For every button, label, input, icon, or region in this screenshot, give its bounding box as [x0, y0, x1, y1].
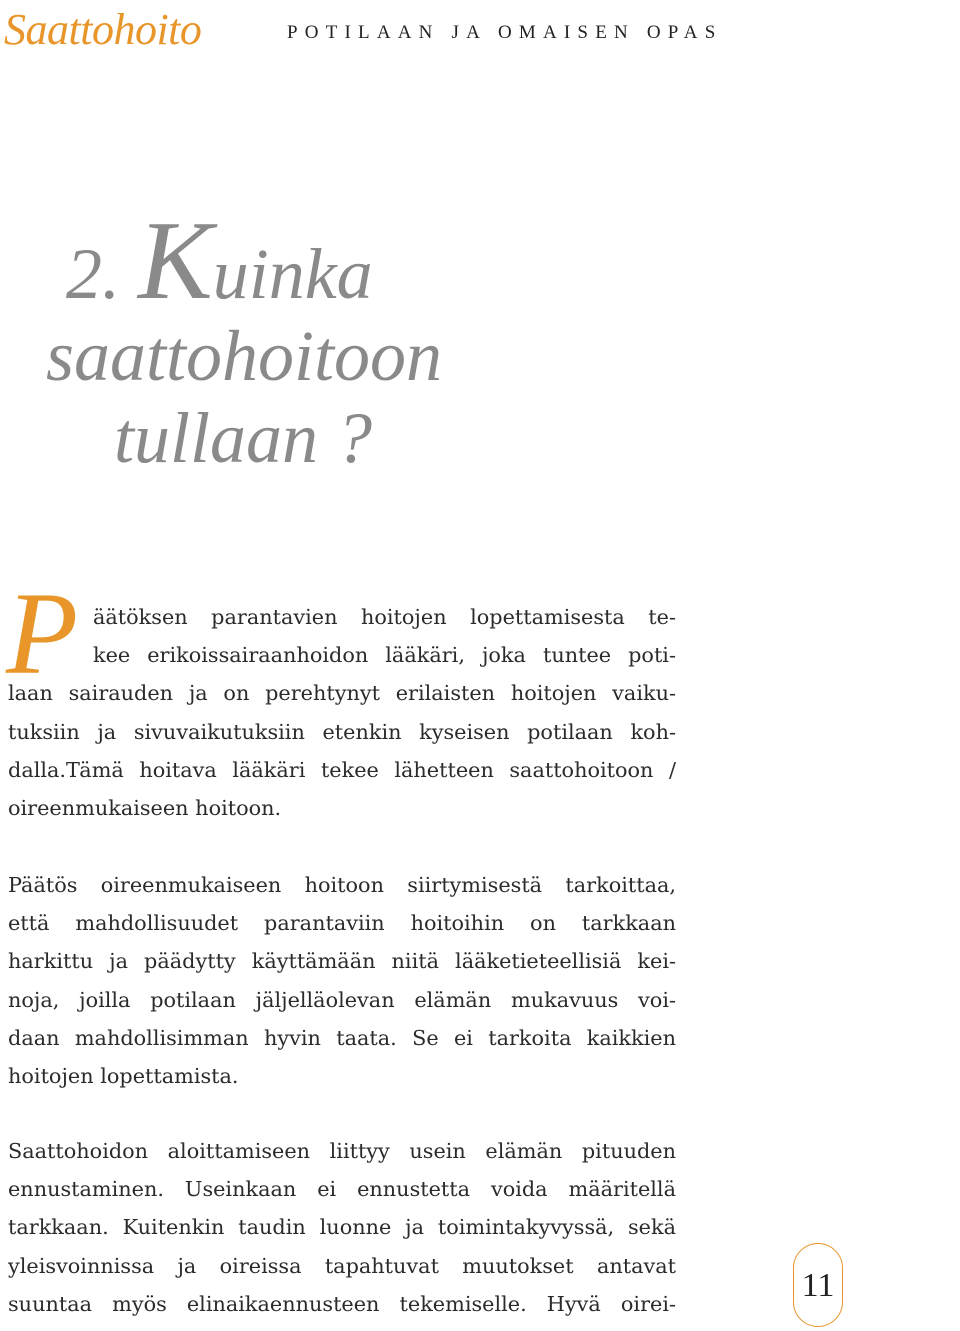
paragraph-line: Saattohoidon aloittamiseen liittyy usein elämän pituuden	[8, 1139, 676, 1163]
paragraph-line: daan mahdollisimman hyvin taata. Se ei tarkoita kaikkien	[8, 1025, 676, 1050]
paragraph-1	[8, 598, 676, 827]
chapter-heading-line-3: tullaan ?	[114, 398, 373, 478]
paragraph-line: äätöksen parantavien hoitojen lopettamisesta te-	[93, 605, 676, 629]
paragraph-line: yleisvoinnissa ja oireissa tapahtuvat muutokset antavat	[8, 1253, 676, 1278]
chapter-number: 2.	[66, 234, 120, 314]
page-number: 11	[793, 1243, 843, 1327]
brand-title: Saattohoito	[4, 5, 202, 54]
chapter-word-rest: uinka	[212, 234, 373, 314]
chapter-heading	[40, 199, 460, 479]
paragraph-3	[8, 1132, 676, 1323]
drop-cap: P	[6, 568, 79, 699]
paragraph-line: tuksiin ja sivuvaikutuksiin etenkin kyseisen potilaan koh-	[8, 719, 676, 744]
paragraph-line: noja, joilla potilaan jäljelläolevan elämän mukavuus voi-	[8, 987, 676, 1012]
paragraph-line: hoitojen lopettamista.	[8, 1064, 239, 1089]
chapter-heading-line-1	[40, 199, 460, 323]
paragraph-line: että mahdollisuudet parantaviin hoitoihin on tarkkaan	[8, 911, 676, 936]
paragraph-line: kee erikoissairaanhoidon lääkäri, joka tuntee poti-	[93, 643, 676, 668]
paragraph-line: tarkkaan. Kuitenkin taudin luonne ja toimintakyvyssä, sekä	[8, 1215, 676, 1240]
paragraph-line: oireenmukaiseen hoitoon.	[8, 796, 282, 821]
guide-subtitle: POTILAAN JA OMAISEN OPAS	[287, 22, 723, 43]
paragraph-line: harkittu ja päädytty käyttämään niitä lääketieteellisiä kei-	[8, 949, 676, 974]
paragraph-line: suuntaa myös elinaikaennusteen tekemiselle. Hyvä oirei-	[8, 1291, 676, 1316]
paragraph-line: dalla.Tämä hoitava lääkäri tekee lähetteen saattohoitoon /	[8, 757, 676, 782]
chapter-initial: K	[138, 199, 213, 323]
paragraph-line: Päätös oireenmukaiseen hoitoon siirtymisestä tarkoittaa,	[8, 873, 676, 897]
chapter-heading-line-2: saattohoitoon	[46, 316, 443, 396]
paragraph-line: ennustaminen. Useinkaan ei ennustetta voida määritellä	[8, 1177, 676, 1202]
paragraph-2	[8, 866, 676, 1095]
paragraph-line: laan sairauden ja on perehtynyt erilaisten hoitojen vaiku-	[8, 681, 676, 706]
